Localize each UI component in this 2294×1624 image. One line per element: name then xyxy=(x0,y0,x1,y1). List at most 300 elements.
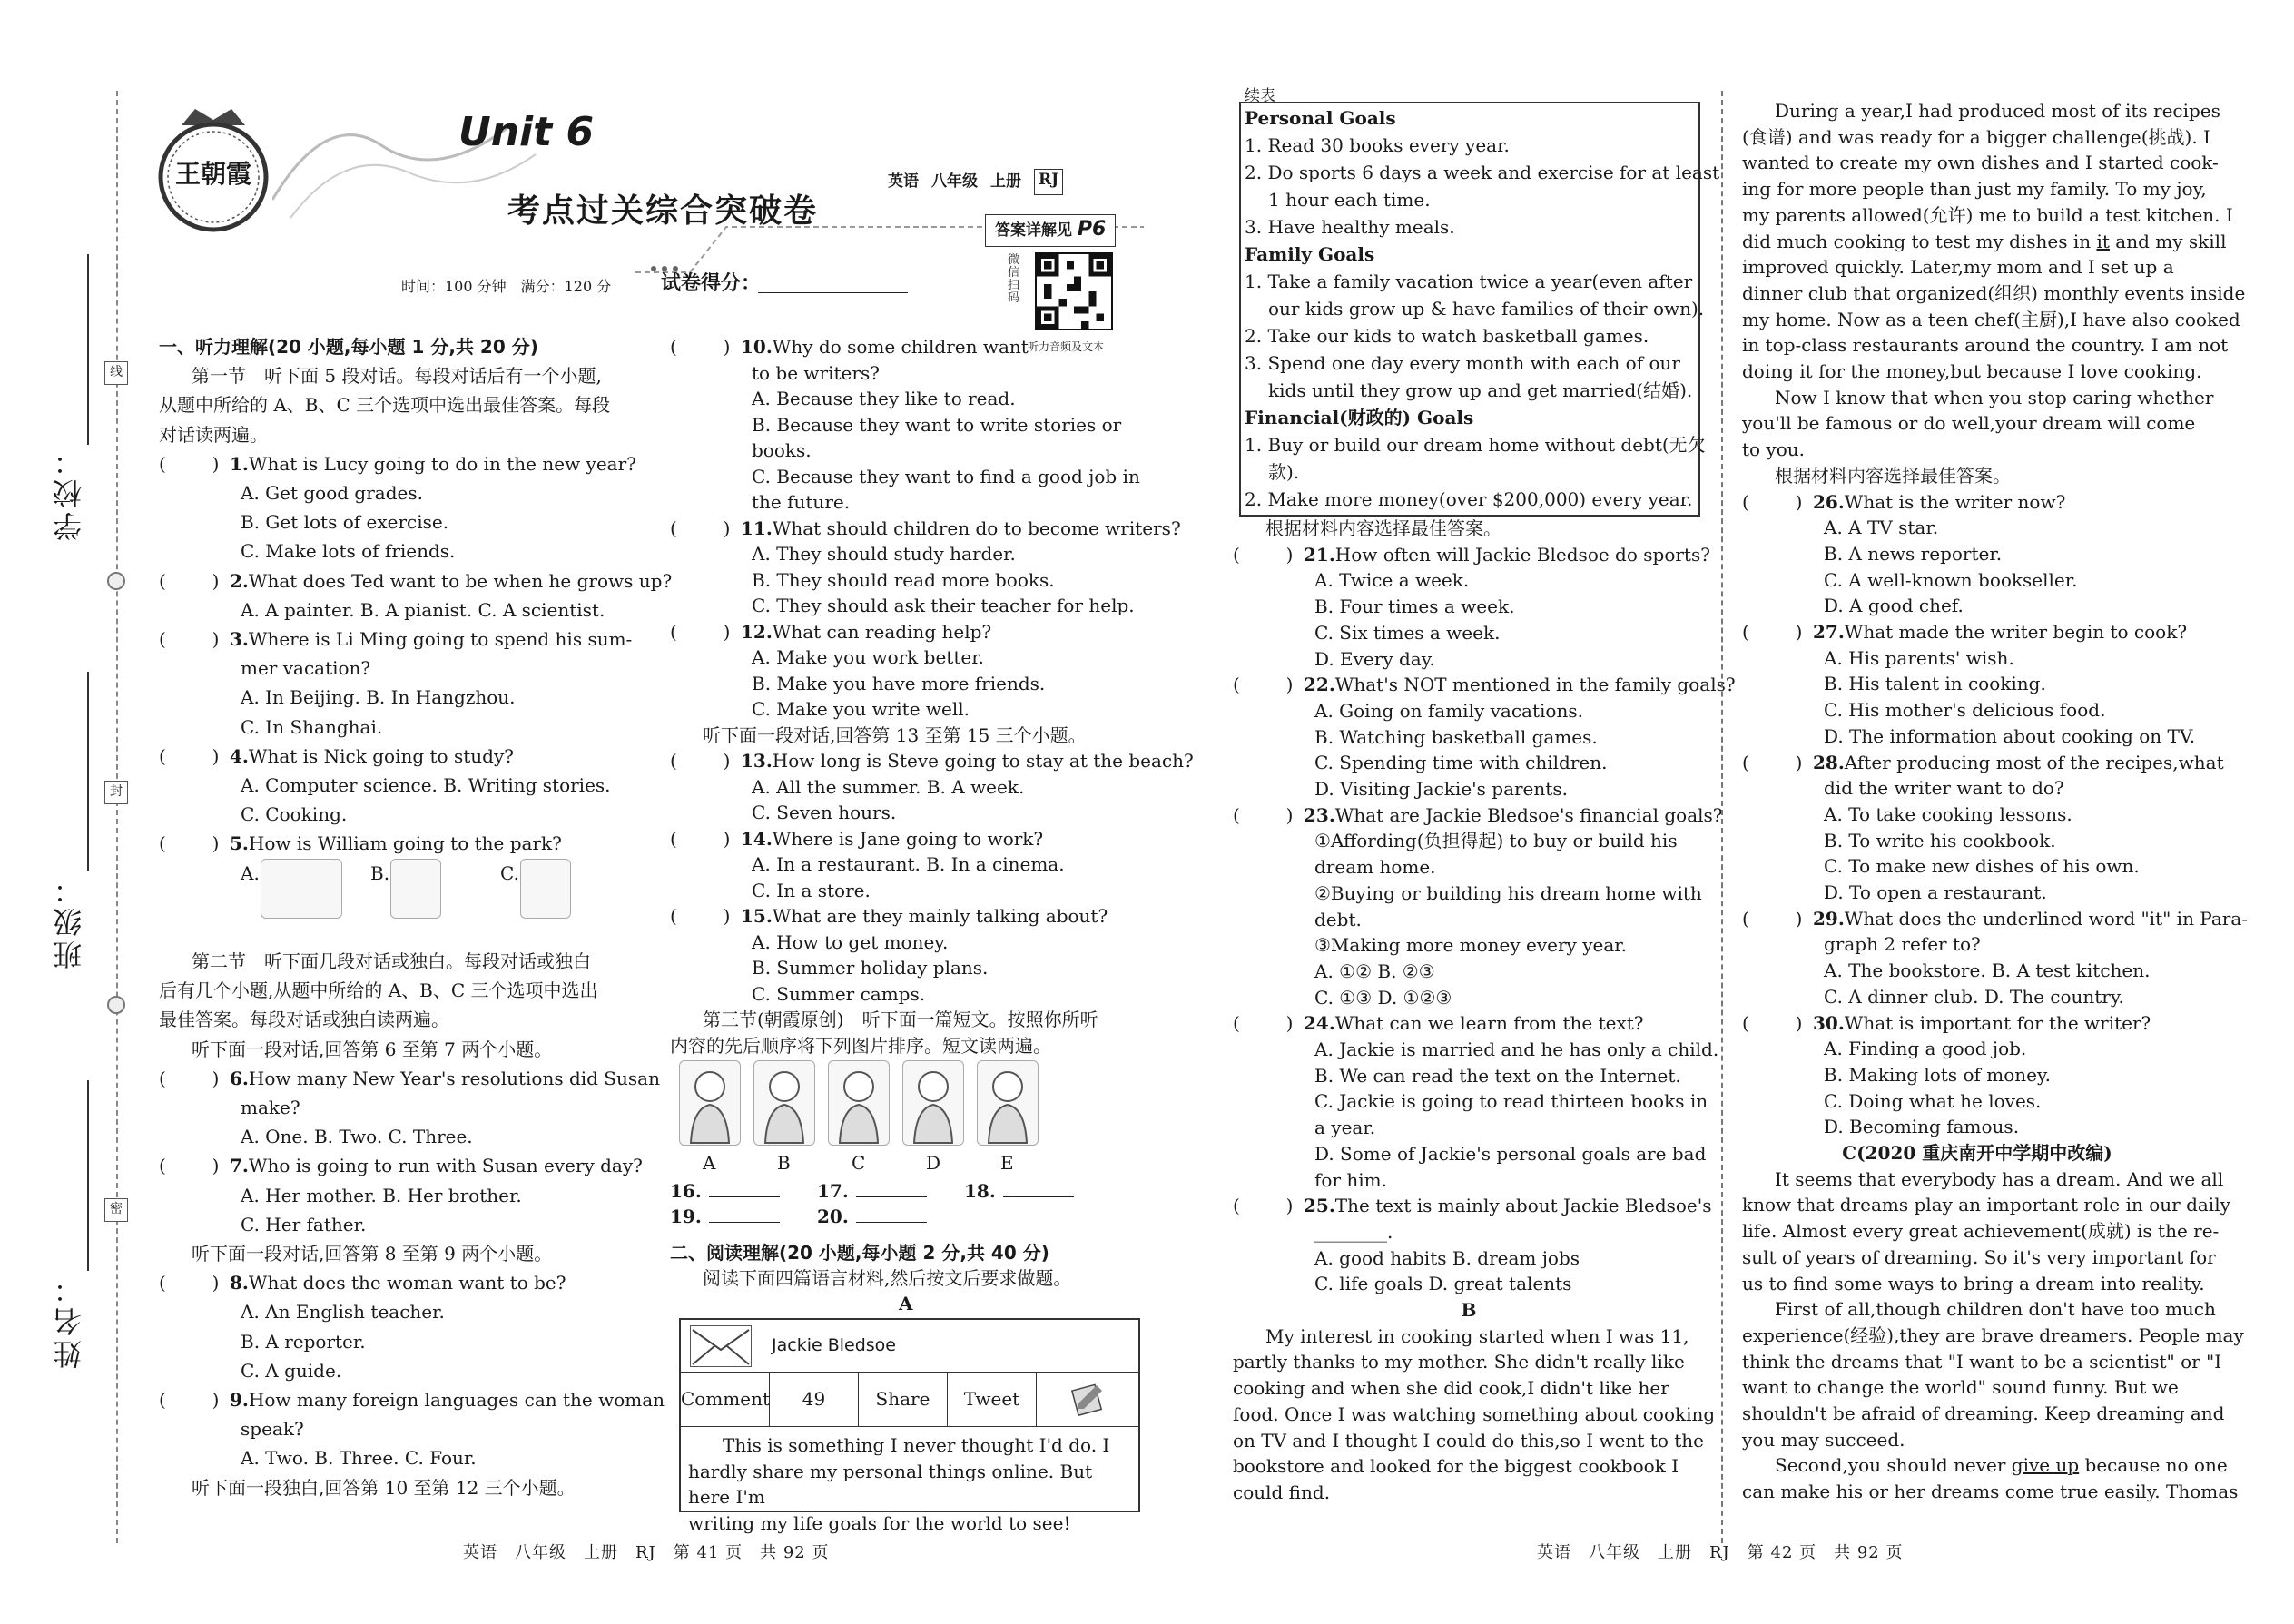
answer-blank[interactable] xyxy=(856,1181,927,1197)
text-line: shouldn't be afraid of dreaming. Keep dreaming and xyxy=(1742,1403,2225,1424)
bus-picture xyxy=(261,859,342,919)
answer-option: books. xyxy=(752,439,812,461)
text-line xyxy=(1742,229,2227,255)
text-line: know that dreams play an important role in our daily xyxy=(1742,1194,2230,1216)
answer-option: A. Going on family vacations. xyxy=(1314,699,1583,722)
walking-picture xyxy=(520,859,571,919)
answer-option: C. To make new dishes of his own. xyxy=(1824,855,2140,878)
goals-heading: Personal Goals xyxy=(1245,107,1396,129)
class-label: 班级： xyxy=(52,871,86,969)
answer-bracket[interactable]: ( ) xyxy=(159,1155,220,1177)
option-label: A. xyxy=(241,861,260,884)
question-text: What does the woman want to be? xyxy=(248,1272,566,1294)
text-line: 后有几个小题,从题中所给的 A、B、C 三个选项中选出 xyxy=(159,979,598,1002)
question-text: The text is mainly about Jackie Bledsoe's xyxy=(1334,1195,1712,1217)
goal-item: 款). xyxy=(1268,461,1300,483)
answer-option: C. Jackie is going to read thirteen books in xyxy=(1314,1090,1708,1113)
reading-heading: 二、阅读理解(20 小题,每小题 2 分,共 40 分) xyxy=(670,1242,1049,1264)
question xyxy=(1742,619,2212,645)
answer-bracket[interactable]: ( ) xyxy=(1233,803,1294,826)
text-line: want to change the world" sound funny. But we xyxy=(1742,1376,2179,1399)
question-text: What does the underlined word "it" in Para- xyxy=(1844,907,2249,930)
tweet-button[interactable]: Tweet xyxy=(948,1373,1037,1426)
right-page xyxy=(1147,0,2294,1624)
goal-item: 2. Make more money(over $200,000) every year. xyxy=(1245,488,1693,510)
answer-option: A. Make you work better. xyxy=(752,646,984,668)
answer-option: B. A reporter. xyxy=(241,1330,366,1353)
vehicle-options xyxy=(159,861,635,924)
question-text: What can reading help? xyxy=(772,620,992,643)
answer-blank[interactable] xyxy=(1003,1181,1074,1197)
text-line: First of all,though children don't have too much xyxy=(1775,1298,2216,1321)
answer-option: A. In a restaurant. B. In a cinema. xyxy=(752,853,1065,875)
answer-blank[interactable] xyxy=(709,1181,780,1197)
answer-option: ②Buying or building his dream home with xyxy=(1314,881,1702,904)
text-line: you may succeed. xyxy=(1742,1428,1905,1451)
answer-option: B. Because they want to write stories or xyxy=(752,413,1122,436)
text-line: doing it for the money,but because I love cooking. xyxy=(1742,360,2202,382)
question xyxy=(159,743,635,770)
answer-blank[interactable] xyxy=(856,1206,927,1223)
logo-text: 王朝霞 xyxy=(174,159,251,189)
text-line: sult of years of dreaming. So it's very important for xyxy=(1742,1245,2216,1268)
question-number: 4. xyxy=(230,744,249,767)
answer-number: 16. xyxy=(670,1180,702,1202)
question-text: Who is going to run with Susan every day? xyxy=(248,1155,643,1177)
answer-option: D. Some of Jackie's personal goals are bad xyxy=(1314,1142,1707,1165)
question-number: 3. xyxy=(230,628,249,650)
question-text: How long is Steve going to stay at the beach? xyxy=(772,750,1194,772)
answer-option: debt. xyxy=(1314,908,1362,930)
answer-option: C. Make you write well. xyxy=(752,698,970,720)
question-text: Where is Li Ming going to spend his sum- xyxy=(248,628,633,650)
share-button[interactable]: Share xyxy=(859,1373,948,1426)
text-segment: Second,you should never xyxy=(1775,1454,2012,1477)
post-body xyxy=(688,1432,1131,1536)
text-line: 第一节 听下面 5 段对话。每段对话后有一个小题, xyxy=(192,365,602,388)
answer-option: B. We can read the text on the Internet. xyxy=(1314,1064,1681,1087)
text-line: My interest in cooking started when I was 11, xyxy=(1265,1324,1689,1347)
text-line: 根据材料内容选择最佳答案。 xyxy=(1775,464,2011,487)
answer-option: B. Summer holiday plans. xyxy=(752,957,989,979)
question xyxy=(1742,489,2212,516)
question-text: What is Nick going to study? xyxy=(248,744,514,767)
answer-bracket[interactable]: ( ) xyxy=(670,827,731,850)
question-text: What are they mainly talking about? xyxy=(772,905,1108,927)
answer-bracket[interactable]: ( ) xyxy=(1742,621,1803,643)
question-text: Where is Jane going to work? xyxy=(772,827,1044,850)
picture-label: B xyxy=(777,1152,791,1174)
answer-option: B. Four times a week. xyxy=(1314,595,1515,618)
answer-bracket[interactable]: ( ) xyxy=(670,517,731,539)
answer-option: A. An English teacher. xyxy=(241,1301,445,1324)
answer-option: A. How to get money. xyxy=(752,930,949,953)
answer-bracket[interactable]: ( ) xyxy=(1233,674,1294,696)
answer-option: D. The information about cooking on TV. xyxy=(1824,724,2196,747)
answer-option: A. Her mother. B. Her brother. xyxy=(241,1184,522,1206)
question-number: 24. xyxy=(1304,1012,1335,1035)
post-body-line: writing my life goals for the world to see! xyxy=(688,1511,1071,1534)
person-picture xyxy=(977,1060,1039,1146)
answer-option: C. Spending time with children. xyxy=(1314,752,1608,774)
question-number: 14. xyxy=(741,827,773,850)
text-line: 听下面一段对话,回答第 13 至第 15 三个小题。 xyxy=(703,723,1087,746)
post-actions xyxy=(681,1373,1138,1427)
question-text: Why do some children want xyxy=(772,336,1029,358)
answer-bracket[interactable]: ( ) xyxy=(670,750,731,772)
answer-option: B. Watching basketball games. xyxy=(1314,725,1598,748)
question-number: 23. xyxy=(1304,803,1335,826)
passage-label: B xyxy=(1461,1299,1477,1321)
text-line: 对话读两遍。 xyxy=(159,423,268,446)
underlined-word: give up xyxy=(2011,1454,2080,1477)
answer-option: A. All the summer. B. A week. xyxy=(752,775,1025,798)
answer-option: ________. xyxy=(1314,1220,1393,1243)
answer-option: A. Get good grades. xyxy=(241,482,423,504)
answer-number: 20. xyxy=(817,1206,849,1227)
goal-item: 1. Buy or build our dream home without debt(无欠 xyxy=(1245,434,1706,456)
answer-option: C. His mother's delicious food. xyxy=(1824,699,2106,722)
question xyxy=(159,626,635,653)
answer-option: mer vacation? xyxy=(241,657,371,680)
binding-hole xyxy=(107,996,125,1014)
question xyxy=(670,826,1151,852)
answer-slot xyxy=(964,1178,1074,1205)
question-number: 8. xyxy=(230,1272,249,1294)
answer-option: A. A TV star. xyxy=(1824,517,1939,539)
answer-option: C. In Shanghai. xyxy=(241,715,383,738)
answer-option: the future. xyxy=(752,491,851,513)
text-segment: because no one xyxy=(2079,1454,2228,1477)
question xyxy=(1742,906,2249,932)
answer-bracket[interactable]: ( ) xyxy=(159,832,220,855)
question-number: 26. xyxy=(1813,490,1845,513)
answer-option: C. A guide. xyxy=(241,1359,342,1382)
answer-option: B. They should read more books. xyxy=(752,568,1055,591)
qr-code[interactable] xyxy=(1035,252,1113,330)
question xyxy=(159,1387,665,1413)
score-label: 试卷得分： xyxy=(661,271,762,295)
answer-bracket[interactable]: ( ) xyxy=(1742,751,1803,773)
question xyxy=(1233,802,1723,829)
answer-slot xyxy=(670,1178,780,1205)
answer-option: A. ①② B. ②③ xyxy=(1314,960,1435,982)
qr-left-text: 微信扫码 xyxy=(1008,253,1020,305)
question-text: How often will Jackie Bledsoe do sports? xyxy=(1334,543,1710,566)
picture-label: A xyxy=(703,1152,716,1174)
post-header xyxy=(681,1320,1138,1373)
question xyxy=(159,831,635,857)
answer-bracket[interactable]: ( ) xyxy=(159,1388,220,1411)
answer-option: B. Make you have more friends. xyxy=(752,672,1046,694)
question xyxy=(1742,750,2224,776)
answer-option: D. To open a restaurant. xyxy=(1824,881,2047,903)
answer-bracket[interactable]: ( ) xyxy=(159,452,220,475)
text-line: wanted to create my own dishes and I started cook- xyxy=(1742,152,2219,174)
brand-logo xyxy=(150,100,277,236)
text-line: to you. xyxy=(1742,438,1806,461)
question-number: 25. xyxy=(1304,1195,1335,1217)
question xyxy=(670,619,1151,645)
question-text: After producing most of the recipes,what xyxy=(1844,751,2224,773)
edition-tag: RJ xyxy=(1034,169,1063,195)
note-icon[interactable] xyxy=(1037,1373,1138,1426)
answer-number: 17. xyxy=(817,1180,849,1202)
answer-bracket[interactable]: ( ) xyxy=(1742,490,1803,513)
text-line: 听下面一段对话,回答第 8 至第 9 两个小题。 xyxy=(192,1242,553,1265)
question-number: 27. xyxy=(1813,621,1845,643)
answer-blank[interactable] xyxy=(709,1206,780,1223)
answer-option: B. Making lots of money. xyxy=(1824,1063,2051,1086)
person-picture xyxy=(753,1060,815,1146)
question xyxy=(159,451,635,477)
question xyxy=(159,1270,635,1296)
question xyxy=(1233,542,1710,568)
question xyxy=(1233,1193,1712,1219)
answer-bracket[interactable]: ( ) xyxy=(159,628,220,650)
goal-item: 3. Have healthy meals. xyxy=(1245,216,1455,238)
comment-button[interactable]: Comment xyxy=(681,1373,770,1426)
answer-number: 19. xyxy=(670,1206,702,1227)
answer-option: A. Finding a good job. xyxy=(1824,1038,2027,1060)
answer-option: A. Computer science. B. Writing stories. xyxy=(241,774,611,796)
goals-heading: Financial(财政的) Goals xyxy=(1245,407,1474,428)
answer-bracket[interactable]: ( ) xyxy=(670,336,731,358)
question-number: 10. xyxy=(741,336,773,358)
page-footer: 英语 八年级 上册 RJ 第 41 页 共 92 页 xyxy=(463,1543,830,1562)
answer-option: C. life goals D. great talents xyxy=(1314,1273,1572,1295)
question-number: 12. xyxy=(741,620,773,643)
class-field-line[interactable] xyxy=(87,672,89,871)
question-text: What's NOT mentioned in the family goals? xyxy=(1334,674,1736,696)
answer-option: C. A well-known bookseller. xyxy=(1824,568,2078,591)
goal-item: 1 hour each time. xyxy=(1268,189,1431,211)
question-number: 21. xyxy=(1304,543,1335,566)
answer-option: B. Get lots of exercise. xyxy=(241,511,449,534)
answer-option: C. Because they want to find a good job in xyxy=(752,465,1140,487)
question xyxy=(159,1153,643,1179)
text-line: bookstore and looked for the biggest cookbook I xyxy=(1233,1455,1679,1478)
passage-a-label: A xyxy=(899,1293,913,1314)
goal-item: 2. Do sports 6 days a week and exercise for at least xyxy=(1245,162,1720,183)
question xyxy=(1233,1010,1705,1037)
question xyxy=(159,568,673,595)
answer-option: a year. xyxy=(1314,1117,1376,1139)
school-label: 学校： xyxy=(52,443,86,541)
mail-icon xyxy=(690,1325,752,1367)
answer-bracket[interactable]: ( ) xyxy=(1233,1195,1294,1217)
text-line: can make his or her dreams come true easily. Thomas xyxy=(1742,1481,2239,1503)
answer-slot xyxy=(817,1178,927,1205)
answer-option: D. Becoming famous. xyxy=(1824,1116,2020,1138)
answer-option: A. They should study harder. xyxy=(752,543,1016,565)
answer-option: D. Every day. xyxy=(1314,647,1435,670)
text-line: 从题中所给的 A、B、C 三个选项中选出最佳答案。每段 xyxy=(159,394,611,417)
answer-option: C. Her father. xyxy=(241,1213,367,1235)
question-text: What is the writer now? xyxy=(1844,490,2066,513)
answer-option: C. Cooking. xyxy=(241,803,348,826)
qr-caption: 听力音频及文本 xyxy=(1028,340,1105,353)
answer-option: B. To write his cookbook. xyxy=(1824,829,2056,851)
answer-option: A. Because they like to read. xyxy=(752,388,1016,409)
text-line: dinner club that organized(组织) monthly events inside xyxy=(1742,281,2246,304)
question-text: How many foreign languages can the woman xyxy=(248,1388,665,1411)
answer-option: C. A dinner club. D. The country. xyxy=(1824,985,2124,1008)
social-post xyxy=(679,1318,1140,1534)
answer-bracket[interactable]: ( ) xyxy=(159,744,220,767)
answer-option: did the writer want to do? xyxy=(1824,777,2064,800)
answer-option: B. His talent in cooking. xyxy=(1824,673,2046,695)
answer-option: A. Two. B. Three. C. Four. xyxy=(241,1447,477,1470)
answer-bracket[interactable]: ( ) xyxy=(1742,1011,1803,1034)
section-heading: 一、听力理解(20 小题,每小题 1 分,共 20 分) xyxy=(159,336,538,358)
answer-bracket[interactable]: ( ) xyxy=(1742,907,1803,930)
answer-option: C. Make lots of friends. xyxy=(241,540,456,563)
goal-item: 1. Take a family vacation twice a year(even after xyxy=(1245,271,1693,292)
text-line: in top-class restaurants around the country. I am not xyxy=(1742,334,2229,357)
answer-bracket[interactable]: ( ) xyxy=(1233,543,1294,566)
goal-item: 1. Read 30 books every year. xyxy=(1245,134,1510,156)
answer-bracket[interactable]: ( ) xyxy=(159,569,220,592)
answer-option: C. They should ask their teacher for help. xyxy=(752,595,1135,616)
text-line: us to find some ways to bring a dream into reality. xyxy=(1742,1272,2205,1294)
text-line: you'll be famous or do well,your dream will come xyxy=(1742,412,2196,435)
text-line: cooking and when she did cook,I didn't like her xyxy=(1233,1377,1669,1400)
text-line: could find. xyxy=(1233,1481,1331,1503)
text-line xyxy=(1742,1452,2228,1479)
answer-option: A. A painter. B. A pianist. C. A scientist. xyxy=(241,598,605,621)
answer-ref-label: 答案详解见 xyxy=(995,221,1072,240)
question-number: 1. xyxy=(230,452,249,475)
name-field-line[interactable] xyxy=(87,1080,89,1271)
text-line: think the dreams that "I want to be a scientist" or "I xyxy=(1742,1350,2222,1373)
answer-option: dream home. xyxy=(1314,856,1436,879)
text-line: 内容的先后顺序将下列图片排序。短文读两遍。 xyxy=(670,1034,1051,1057)
question-text: What does Ted want to be when he grows up? xyxy=(248,569,673,592)
question xyxy=(1233,672,1736,698)
answer-bracket[interactable]: ( ) xyxy=(159,1272,220,1294)
answer-slot xyxy=(817,1204,927,1230)
question-text: What is important for the writer? xyxy=(1844,1011,2151,1034)
post-author: Jackie Bledsoe xyxy=(772,1335,896,1355)
school-field-line[interactable] xyxy=(87,254,89,445)
question xyxy=(159,1066,660,1092)
question-number: 30. xyxy=(1813,1011,1845,1034)
goal-item: 3. Spend one day every month with each of our xyxy=(1245,352,1680,374)
answer-bracket[interactable]: ( ) xyxy=(670,620,731,643)
question xyxy=(670,903,1151,930)
text-line: During a year,I had produced most of its recipes xyxy=(1775,100,2220,122)
question-number: 6. xyxy=(230,1067,249,1089)
goals-table xyxy=(1239,102,1720,517)
text-line: Now I know that when you stop caring whether xyxy=(1775,386,2214,408)
answer-option: to be writers? xyxy=(752,361,880,384)
post-body-line: This is something I never thought I'd do. I xyxy=(723,1434,1110,1456)
question-text: What are Jackie Bledsoe's financial goals? xyxy=(1334,803,1723,826)
text-line: partly thanks to my mother. She didn't really like xyxy=(1233,1351,1685,1373)
text-line: 听下面一段对话,回答第 6 至第 7 两个小题。 xyxy=(192,1038,553,1060)
comment-count: 49 xyxy=(770,1373,859,1426)
bike-picture xyxy=(390,859,441,919)
answer-option: graph 2 refer to? xyxy=(1824,933,1981,956)
answer-slot xyxy=(670,1204,780,1230)
answer-number: 18. xyxy=(964,1180,996,1202)
column-divider xyxy=(1721,91,1723,1543)
goal-item: kids until they grow up and get married(结婚). xyxy=(1268,379,1693,401)
answer-option: A. good habits B. dream jobs xyxy=(1314,1246,1580,1269)
question-number: 22. xyxy=(1304,674,1335,696)
binding-hole xyxy=(107,572,125,590)
unit-title: Unit 6 xyxy=(458,109,595,155)
grade-tag: 八年级 xyxy=(931,172,978,191)
text-line: (食谱) and was ready for a bigger challenge(挑战). I xyxy=(1742,125,2210,148)
score-field[interactable] xyxy=(758,292,908,293)
text-segment: did much cooking to test my dishes in xyxy=(1742,230,2097,252)
question-number: 11. xyxy=(741,517,773,539)
text-line: ing for more people than just my family. To my joy, xyxy=(1742,178,2207,201)
time-score: 时间：100 分钟 满分：120 分 xyxy=(401,278,612,295)
answer-option: C. Summer camps. xyxy=(752,982,926,1005)
answer-option: for him. xyxy=(1314,1168,1387,1191)
seal-mark: 密 xyxy=(104,1198,128,1222)
person-picture xyxy=(828,1060,890,1146)
question-number: 15. xyxy=(741,905,773,927)
answer-option: A. Twice a week. xyxy=(1314,569,1470,592)
paper-title: 考点过关综合突破卷 xyxy=(507,192,819,230)
question-number: 7. xyxy=(230,1155,249,1177)
person-picture xyxy=(902,1060,964,1146)
question-number: 5. xyxy=(230,832,249,855)
answer-option: A. One. B. Two. C. Three. xyxy=(241,1126,473,1148)
answer-bracket[interactable]: ( ) xyxy=(159,1067,220,1089)
answer-option: speak? xyxy=(241,1418,304,1441)
answer-option: A. In Beijing. B. In Hangzhou. xyxy=(241,686,516,709)
text-line: food. Once I was watching something about cooking xyxy=(1233,1403,1716,1425)
question xyxy=(670,516,1181,542)
answer-ref xyxy=(985,214,1116,247)
answer-option: D. Visiting Jackie's parents. xyxy=(1314,778,1568,800)
subject-tag: 英语 xyxy=(888,172,919,191)
cut-line xyxy=(116,91,118,1543)
goal-item: our kids grow up & have families of their own). xyxy=(1268,298,1705,320)
answer-option: make? xyxy=(241,1096,300,1118)
text-line: It seems that everybody has a dream. And we all xyxy=(1775,1167,2224,1190)
question-number: 2. xyxy=(230,569,249,592)
question-number: 9. xyxy=(230,1388,249,1411)
answer-option: C. Six times a week. xyxy=(1314,621,1501,644)
name-label: 姓名： xyxy=(52,1271,86,1369)
underlined-word: it xyxy=(2096,230,2110,252)
answer-option: A. The bookstore. B. A test kitchen. xyxy=(1824,960,2151,982)
question-number: 13. xyxy=(741,750,773,772)
question-number: 28. xyxy=(1813,751,1845,773)
answer-bracket[interactable]: ( ) xyxy=(1233,1012,1294,1035)
text-segment: and my skill xyxy=(2109,230,2227,252)
answer-bracket[interactable]: ( ) xyxy=(670,905,731,927)
answer-option: C. ①③ D. ①②③ xyxy=(1314,986,1452,1009)
text-line: my parents allowed(允许) me to build a test kitchen. I xyxy=(1742,203,2233,226)
option-label: C. xyxy=(500,861,519,884)
passage-label: C(2020 重庆南开中学期中改编) xyxy=(1842,1142,2112,1164)
answer-option: A. Jackie is married and he has only a child. xyxy=(1314,1038,1719,1060)
question xyxy=(670,748,1194,774)
question xyxy=(1742,1010,2212,1037)
text-line: 听下面一段独白,回答第 10 至第 12 三个小题。 xyxy=(192,1476,576,1499)
answer-option: B. A news reporter. xyxy=(1824,542,2003,565)
answer-option: C. In a store. xyxy=(752,879,871,901)
person-picture xyxy=(679,1060,741,1146)
seal-mark: 线 xyxy=(104,361,128,385)
